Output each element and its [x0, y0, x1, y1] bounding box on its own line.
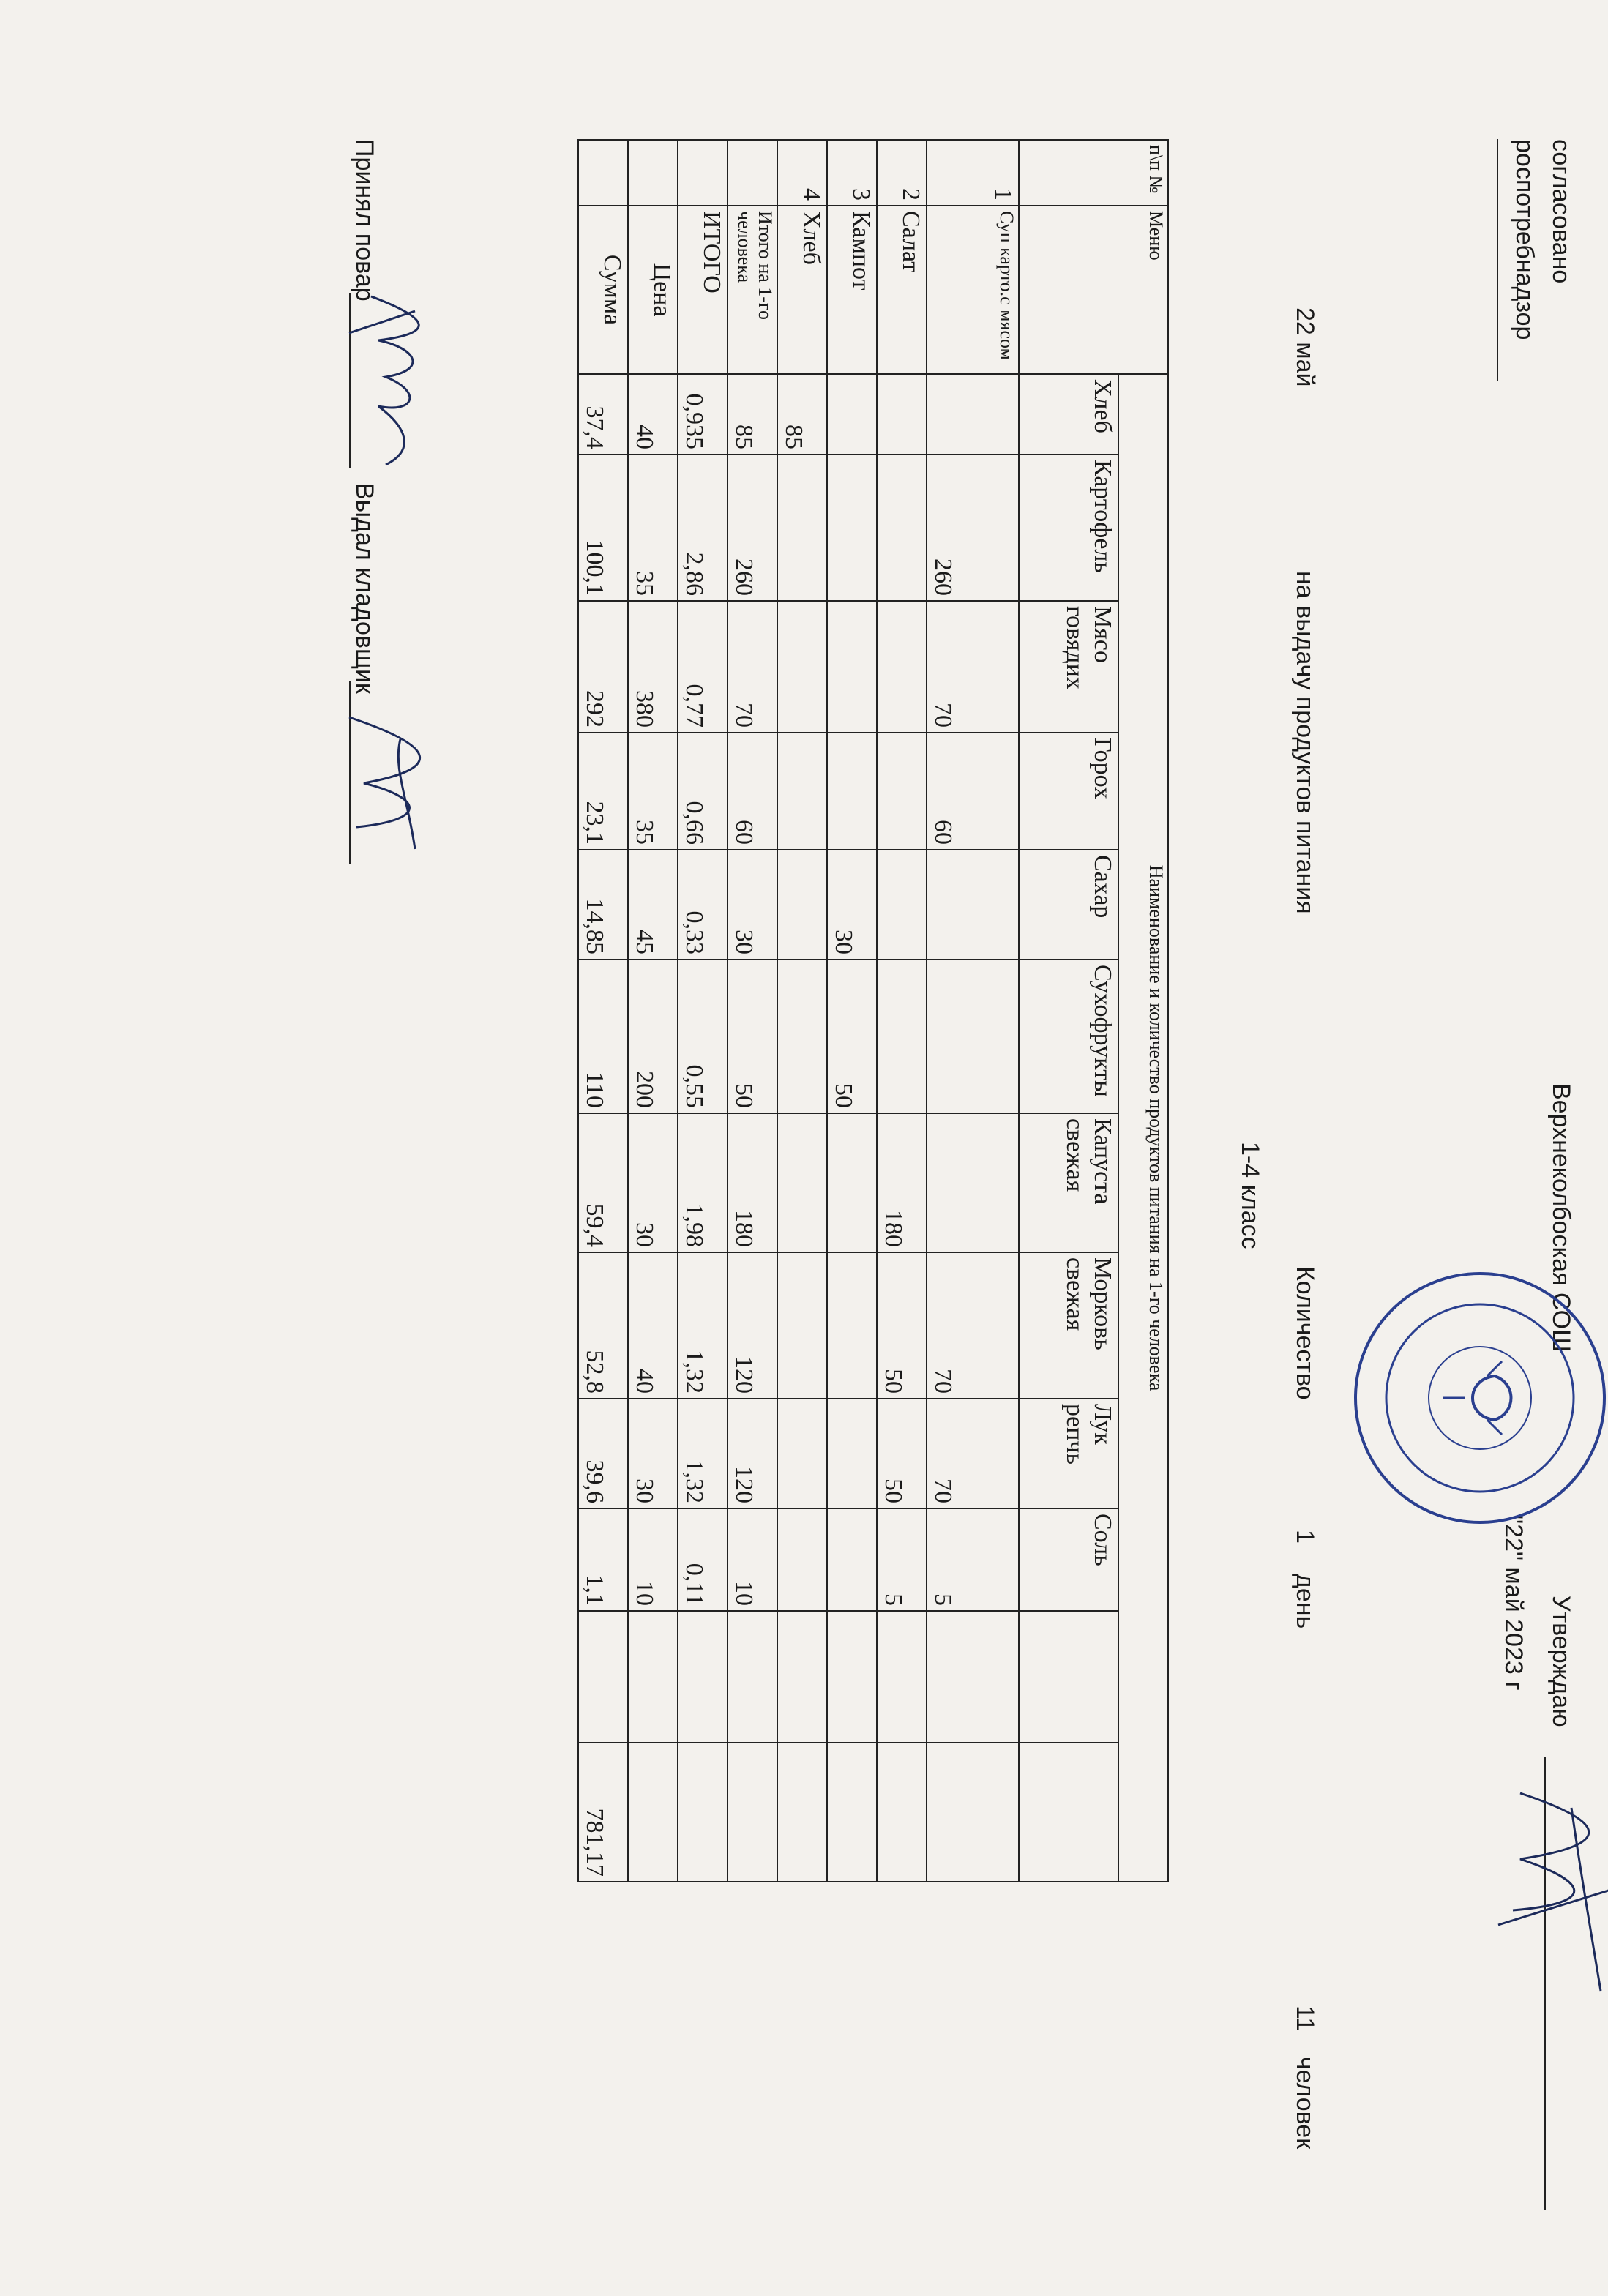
table-cell: 1,32 — [678, 1399, 728, 1508]
table-cell: 50 — [877, 1252, 927, 1399]
school-name: Верхнеколбоская СОШ — [1547, 1083, 1575, 1353]
row-menu: ИТОГО — [678, 206, 728, 374]
table-cell: 260 — [927, 455, 1019, 601]
table-cell — [728, 1743, 777, 1882]
table-cell: 0,77 — [678, 601, 728, 733]
table-cell — [827, 374, 877, 455]
table-cell — [827, 1252, 877, 1399]
table-cell: 260 — [728, 455, 777, 601]
table-cell: 39,6 — [578, 1399, 628, 1508]
table-cell: 70 — [927, 601, 1019, 733]
table-cell: 110 — [578, 960, 628, 1113]
table-cell — [777, 1399, 827, 1508]
table-cell — [927, 850, 1019, 960]
table-cell: 120 — [728, 1252, 777, 1399]
row-number: 4 — [777, 140, 827, 206]
table-cell — [827, 1611, 877, 1743]
column-header-5: Сухофрукты — [1019, 960, 1118, 1113]
table-cell — [827, 733, 877, 850]
table-cell — [777, 960, 827, 1113]
table-cell: 180 — [728, 1113, 777, 1252]
row-number — [678, 140, 728, 206]
table-cell — [827, 455, 877, 601]
table-cell — [628, 1611, 678, 1743]
table-cell — [827, 1399, 877, 1508]
row-number — [728, 140, 777, 206]
column-header-0: Хлеб — [1019, 374, 1118, 455]
agreed-label: согласовано — [1547, 139, 1575, 284]
table-cell: 2,86 — [678, 455, 728, 601]
table-cell — [877, 601, 927, 733]
table-cell: 10 — [628, 1508, 678, 1611]
row-menu: Хлеб — [777, 206, 827, 374]
class-label: 1-4 класс — [1236, 1142, 1264, 1249]
people-count: 11 — [1291, 2005, 1319, 2032]
column-header-10 — [1019, 1611, 1118, 1743]
table-cell — [927, 1113, 1019, 1252]
row-menu: Цена — [628, 206, 678, 374]
table-cell — [877, 960, 927, 1113]
table-cell: 37,4 — [578, 374, 628, 455]
table-header-group-row — [1118, 140, 1168, 1882]
row-menu: Салат — [877, 206, 927, 374]
table-cell: 14,85 — [578, 850, 628, 960]
column-header-11 — [1019, 1743, 1118, 1882]
table-cell: 292 — [578, 601, 628, 733]
table-cell: 45 — [628, 850, 678, 960]
table-row — [777, 140, 827, 1882]
table-cell — [777, 1611, 827, 1743]
doc-date: 22 май — [1291, 307, 1319, 387]
table-cell — [877, 455, 927, 601]
table-cell — [877, 850, 927, 960]
column-header-7: Морковь свежая — [1019, 1252, 1118, 1399]
storekeeper-label: Выдал кладовщик — [351, 483, 378, 694]
table-row — [678, 140, 728, 1882]
table-cell — [877, 733, 927, 850]
table-row — [877, 140, 927, 1882]
table-cell: 30 — [827, 850, 877, 960]
table-cell: 30 — [728, 850, 777, 960]
table-cell: 50 — [877, 1399, 927, 1508]
quantity-label: Количество — [1291, 1266, 1319, 1400]
table-cell: 85 — [777, 374, 827, 455]
table-cell — [777, 1508, 827, 1611]
table-cell — [827, 1508, 877, 1611]
table-cell — [827, 1743, 877, 1882]
table-header-row — [1019, 140, 1118, 1882]
row-number — [578, 140, 628, 206]
table-row — [628, 140, 678, 1882]
table-cell — [628, 1743, 678, 1882]
table-cell: 380 — [628, 601, 678, 733]
table-cell — [777, 455, 827, 601]
row-menu: Итого на 1-го человека — [728, 206, 777, 374]
products-table — [577, 139, 1169, 1882]
cook-label: Принял повар — [351, 139, 378, 302]
header-no: п\п № — [1019, 140, 1168, 206]
header-menu: Меню — [1019, 206, 1168, 374]
table-cell — [827, 601, 877, 733]
table-cell — [877, 1611, 927, 1743]
row-menu: Суп карто.с мясом — [927, 206, 1019, 374]
table-row — [827, 140, 877, 1882]
table-cell: 5 — [927, 1508, 1019, 1611]
table-cell — [777, 1252, 827, 1399]
days-count: 1 — [1291, 1530, 1319, 1544]
table-cell: 5 — [877, 1508, 927, 1611]
days-label: день — [1291, 1574, 1319, 1629]
approve-label: Утверждаю — [1547, 1596, 1575, 1727]
table-cell — [927, 960, 1019, 1113]
table-cell: 35 — [628, 455, 678, 601]
people-label: человек — [1291, 2057, 1319, 2150]
table-cell: 40 — [628, 1252, 678, 1399]
table-cell: 200 — [628, 960, 678, 1113]
row-number: 2 — [877, 140, 927, 206]
table-cell: 70 — [927, 1399, 1019, 1508]
table-cell — [777, 1743, 827, 1882]
table-cell — [927, 374, 1019, 455]
table-cell: 60 — [927, 733, 1019, 850]
table-row — [927, 140, 1019, 1882]
table-row — [578, 140, 628, 1882]
table-cell: 50 — [827, 960, 877, 1113]
column-header-6: Капуста свежая — [1019, 1113, 1118, 1252]
doc-title: на выдачу продуктов питания — [1291, 571, 1319, 914]
column-header-3: Горох — [1019, 733, 1118, 850]
table-cell: 1,98 — [678, 1113, 728, 1252]
table-cell: 59,4 — [578, 1113, 628, 1252]
table-cell: 10 — [728, 1508, 777, 1611]
table-cell — [728, 1611, 777, 1743]
table-cell — [678, 1611, 728, 1743]
table-cell: 50 — [728, 960, 777, 1113]
table-cell — [877, 1743, 927, 1882]
row-number: 1 — [927, 140, 1019, 206]
table-cell — [827, 1113, 877, 1252]
agreed-org: роспотребнадзор — [1511, 139, 1538, 340]
row-number: 3 — [827, 140, 877, 206]
table-cell: 180 — [877, 1113, 927, 1252]
storekeeper-signature — [327, 703, 452, 878]
table-cell — [777, 601, 827, 733]
table-cell: 0,33 — [678, 850, 728, 960]
column-header-1: Картофель — [1019, 455, 1118, 601]
table-cell: 0,11 — [678, 1508, 728, 1611]
table-cell: 23,1 — [578, 733, 628, 850]
table-cell — [877, 374, 927, 455]
table-cell — [927, 1743, 1019, 1882]
column-header-4: Сахар — [1019, 850, 1118, 960]
header-group: Наименование и количество продуктов питания на 1-го человека — [1118, 374, 1168, 1882]
table-cell: 120 — [728, 1399, 777, 1508]
table-cell: 781,17 — [578, 1743, 628, 1882]
table-cell: 70 — [728, 601, 777, 733]
table-cell: 30 — [628, 1113, 678, 1252]
table-cell: 70 — [927, 1252, 1019, 1399]
table-cell: 60 — [728, 733, 777, 850]
table-cell: 30 — [628, 1399, 678, 1508]
table-cell: 85 — [728, 374, 777, 455]
column-header-9: Соль — [1019, 1508, 1118, 1611]
table-cell: 52,8 — [578, 1252, 628, 1399]
table-cell: 1,1 — [578, 1508, 628, 1611]
table-cell — [678, 1743, 728, 1882]
agreed-signature-line — [1497, 139, 1498, 381]
table-cell — [777, 733, 827, 850]
row-number — [628, 140, 678, 206]
cook-signature — [327, 289, 459, 479]
table-row — [728, 140, 777, 1882]
table-cell: 100,1 — [578, 455, 628, 601]
approve-date: "22" май 2023 г — [1500, 1515, 1527, 1691]
column-header-8: Лук репчь — [1019, 1399, 1118, 1508]
table-cell — [578, 1611, 628, 1743]
table-cell: 35 — [628, 733, 678, 850]
school-stamp — [1348, 1266, 1608, 1530]
table-cell — [777, 1113, 827, 1252]
table-cell: 0,66 — [678, 733, 728, 850]
table-cell: 1,32 — [678, 1252, 728, 1399]
approve-signature — [1484, 1779, 1608, 2013]
table-cell: 0,935 — [678, 374, 728, 455]
table-cell — [927, 1611, 1019, 1743]
row-menu: Кампот — [827, 206, 877, 374]
column-header-2: Мясо говядих — [1019, 601, 1118, 733]
table-cell: 0,55 — [678, 960, 728, 1113]
table-cell: 40 — [628, 374, 678, 455]
table-cell — [777, 850, 827, 960]
row-menu: Сумма — [578, 206, 628, 374]
